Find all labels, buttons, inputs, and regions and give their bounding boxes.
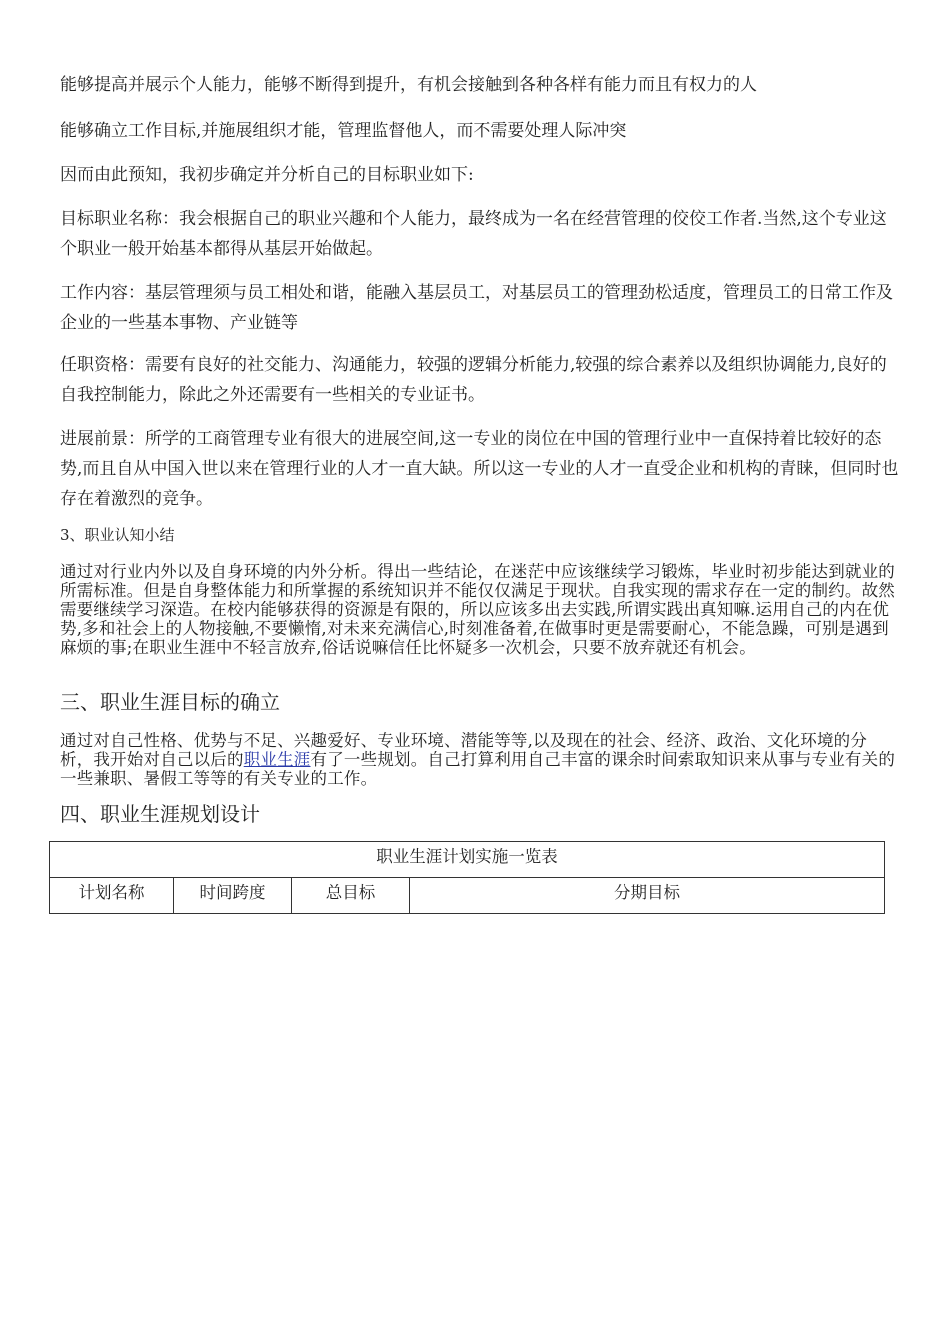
paragraph-goals: 能够确立工作目标,并施展组织才能，管理监督他人，而不需要处理人际冲突	[60, 121, 627, 141]
table-header-plan-name: 计划名称	[50, 878, 174, 914]
plan-table	[49, 841, 885, 914]
paragraph-intro: 因而由此预知，我初步确定并分析自己的目标职业如下:	[60, 165, 474, 185]
table-header-stage-goals: 分期目标	[410, 878, 885, 914]
table-header-time-span: 时间跨度	[174, 878, 292, 914]
heading-career-goal: 三、职业生涯目标的确立	[60, 690, 280, 714]
table-header-overall-goal: 总目标	[292, 878, 410, 914]
career-link[interactable]: 职业生涯	[243, 750, 311, 769]
paragraph-prospects: 进展前景：所学的工商管理专业有很大的进展空间,这一专业的岗位在中国的管理行业中一直保持着比较好的态势,而且自从中国入世以来在管理行业的人才一直大缺。所以这一专业的人才一直受企业和机构的青睐，但同时也存在着激烈的竞争。	[60, 429, 899, 509]
table-title: 职业生涯计划实施一览表	[50, 842, 885, 878]
section-heading-summary: 3、职业认知小结	[60, 526, 175, 544]
paragraph-job-content: 工作内容：基层管理须与员工相处和谐，能融入基层员工，对基层员工的管理劲松适度，管理员工的日常工作及企业的一些基本事物、产业链等	[60, 283, 893, 333]
paragraph-goal-setting	[60, 731, 900, 788]
goal-text-before: 通过对自己性格、优势与不足、兴趣爱好、专业环境、潜能等等,以及现在的社会、经济、政治、文化环境的分析，我开始对自己以后的	[60, 731, 868, 769]
table-title-row	[50, 842, 885, 878]
goal-text-after: 有了一些规划。自己打算利用自己丰富的课余时间索取知识来从事与专业有关的一些兼职、暑假工等等的有关专业的工作。	[60, 750, 896, 788]
heading-career-plan: 四、职业生涯规划设计	[60, 802, 260, 826]
paragraph-qualifications: 任职资格：需要有良好的社交能力、沟通能力，较强的逻辑分析能力,较强的综合素养以及组织协调能力,良好的自我控制能力，除此之外还需要有一些相关的专业证书。	[60, 355, 887, 405]
paragraph-target-career: 目标职业名称：我会根据自己的职业兴趣和个人能力，最终成为一名在经营管理的佼佼工作者.当然,这个专业这个职业一般开始基本都得从基层开始做起。	[60, 209, 887, 259]
paragraph-summary: 通过对行业内外以及自身环境的内外分析。得出一些结论，在迷茫中应该继续学习锻炼，毕业时初步能达到就业的所需标准。但是自身整体能力和所掌握的系统知识并不能仅仅满足于现状。自我实现的需求存在一定的制约。故然需要继续学习深造。在校内能够获得的资源是有限的，所以应该多出去实践,所谓实践出真知嘛.运用自己的内在优势,多和社会上的人物接触,不要懒惰,对未来充满信心,时刻准备着,在做事时更是需要耐心，不能急躁，可别是遇到麻烦的事;在职业生涯中不轻言放弃,俗话说嘛信任比怀疑多一次机会，只要不放弃就还有机会。	[60, 562, 895, 657]
paragraph-ability: 能够提高并展示个人能力，能够不断得到提升，有机会接触到各种各样有能力而且有权力的人	[60, 75, 757, 95]
table-header-row	[50, 878, 885, 914]
